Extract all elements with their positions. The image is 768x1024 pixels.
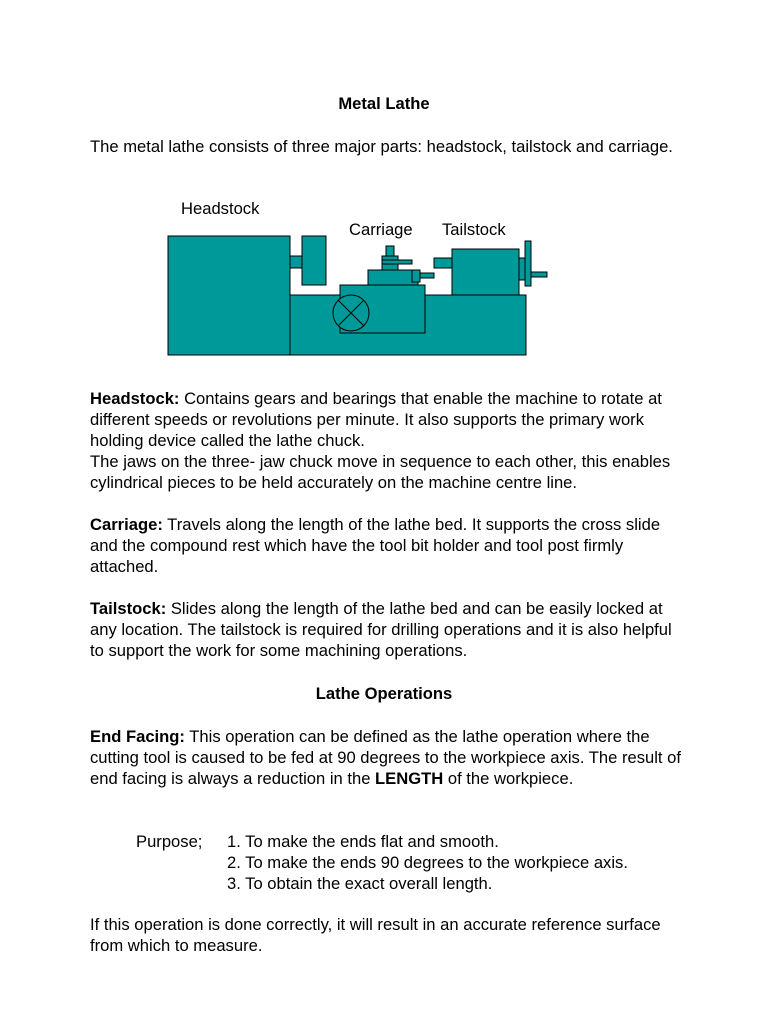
tailstock-text: Slides along the length of the lathe bed and can be easily locked at any location. The tailstock is required for drilling operations and it is also helpful to support the work for some machining operations.: [90, 599, 672, 660]
tailstock-handwheel: [525, 241, 531, 286]
intro-paragraph: The metal lathe consists of three major parts: headstock, tailstock and carriage.: [90, 137, 673, 156]
tailstock-shaft: [519, 258, 525, 280]
end-facing-term: End Facing:: [90, 727, 185, 746]
chuck: [302, 236, 326, 285]
headstock-paragraph: [90, 388, 690, 493]
tailstock-body: [452, 249, 519, 295]
tailstock-term: Tailstock:: [90, 599, 167, 618]
length-emphasis: LENGTH: [375, 769, 444, 788]
headstock-text-2: The jaws on the three- jaw chuck move in sequence to each other, this enables cylindrical pieces to be held accurately on the machine centre line.: [90, 452, 671, 492]
carriage-text: Travels along the length of the lathe bed. It supports the cross slide and the compound rest which have the tool bit holder and tool post firmly attached.: [90, 515, 661, 576]
headstock-term: Headstock:: [90, 389, 180, 408]
lathe-diagram: [160, 228, 560, 360]
end-facing-text-before: This operation can be defined as the lathe operation where the cutting tool is caused to be fed at 90 degrees to the workpiece axis. The result of end facing is always a reduction in the: [90, 727, 681, 788]
headstock-text-1: Contains gears and bearings that enable the machine to rotate at different speeds or revolutions per minute. It also supports the primary work holding device called the lathe chuck.: [90, 389, 662, 450]
purpose-item: 2. To make the ends 90 degrees to the workpiece axis.: [227, 853, 628, 872]
tailstock-handle: [531, 272, 547, 277]
purpose-item: 1. To make the ends flat and smooth.: [227, 832, 499, 851]
tool-holder: [412, 270, 420, 282]
page-title: Metal Lathe: [338, 94, 430, 113]
operations-heading: Lathe Operations: [315, 684, 453, 703]
carriage-label: Carriage: [349, 220, 413, 239]
purpose-item: 3. To obtain the exact overall length.: [227, 874, 493, 893]
tool-holder-arm: [420, 273, 434, 278]
compound-rest: [368, 270, 418, 285]
tool-bit: [386, 246, 394, 256]
conclusion-paragraph: If this operation is done correctly, it will result in an accurate reference surface from which to measure.: [90, 915, 661, 955]
purpose-label: Purpose;: [136, 832, 203, 851]
carriage-term: Carriage:: [90, 515, 163, 534]
end-facing-text-after: of the workpiece.: [443, 769, 574, 788]
end-facing-paragraph: [90, 726, 690, 789]
tool-bit-cap: [382, 260, 412, 264]
headstock-label: Headstock: [181, 199, 260, 218]
headstock-body: [168, 236, 290, 355]
purpose-list: [227, 831, 628, 894]
tailstock-label: Tailstock: [442, 220, 506, 239]
tailstock-quill: [434, 258, 452, 268]
carriage-paragraph: [90, 514, 690, 577]
tailstock-paragraph: [90, 598, 690, 661]
spindle-nose: [290, 256, 302, 268]
